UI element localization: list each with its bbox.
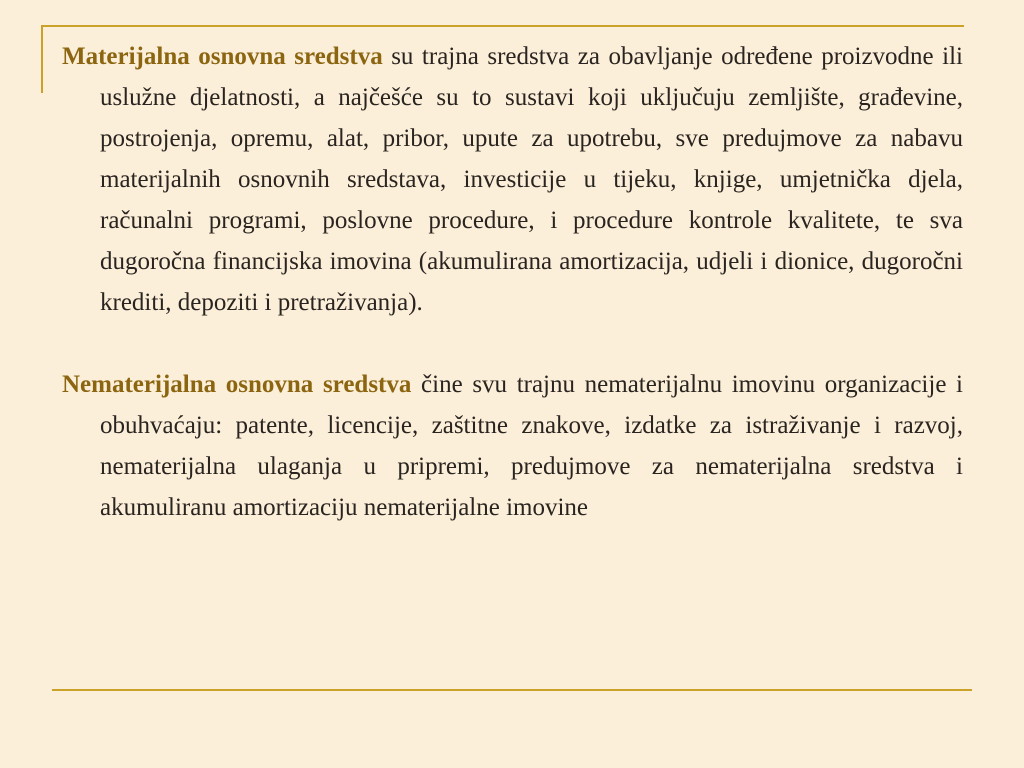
- left-accent-bar: [41, 25, 43, 93]
- slide-body: [62, 36, 963, 528]
- definition-intangible-assets: čine svu trajnu nematerijalnu imovinu organizacije i obuhvaćaju: patente, licencije, zaštitne znakove, izdatke za istraživanje i razvoj, nematerijalna ulaganja u pripremi, predujmove za nematerijalna sredstva i akumuliranu amortizaciju nematerijalne imovine: [100, 371, 964, 521]
- top-divider: [41, 25, 964, 27]
- definition-material-assets: su trajna sredstva za obavljanje određene proizvodne ili uslužne djelatnosti, a najčešće su to sustavi koji uključuju zemljište, građevine, postrojenja, opremu, alat, pribor, upute za upotrebu, sve predujmove za nabavu materijalnih osnovnih sredstava, investicije u tijeku, knjige, umjetnička djela, računalni programi, poslovne procedure, i procedure kontrole kvalitete, te sva dugoročna financijska imovina (akumulirana amortizacija, udjeli i dionice, dugoročni krediti, depoziti i pretraživanja).: [100, 43, 963, 316]
- paragraph-material-assets: [62, 36, 963, 323]
- term-material-assets: Materijalna osnovna sredstva: [62, 43, 383, 70]
- paragraph-intangible-assets: [62, 364, 963, 528]
- term-intangible-assets: Nematerijalna osnovna sredstva: [62, 371, 412, 398]
- bottom-divider: [52, 689, 972, 691]
